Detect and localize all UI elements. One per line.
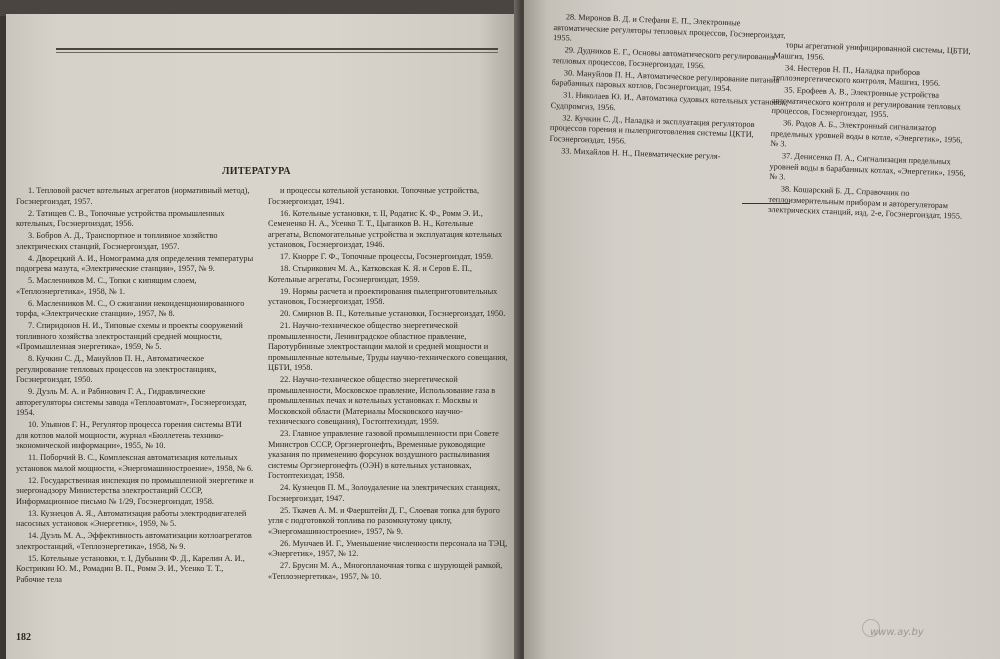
end-separator bbox=[742, 203, 790, 204]
reference-entry: 37. Денисенко П. А., Сигнализация предельных уровней воды в барабанных котлах, «Энергетик», 1956, № 3. bbox=[769, 151, 966, 182]
reference-entry: 7. Спиридонов Н. И., Типовые схемы и проекты сооружений топливного хозяйства электростанций средней мощности, «Промышленная энергетика», 1959, № 5. bbox=[16, 321, 243, 351]
reference-entry: 31. Николаев Ю. И., Автоматика судовых котельных установок, Судпромгиз, 1956. bbox=[550, 90, 788, 112]
reference-entry: 13. Кузнецов А. Я., Автоматизация работы электродвигателей насосных установок «Энергетик», 1959, № 5. bbox=[16, 508, 247, 528]
reference-entry: 4. Дворецкий А. И., Номограмма для определения температуры подогрева мазута, «Электрические станции», 1957, № 9. bbox=[16, 253, 254, 273]
reference-entry: 1. Тепловой расчет котельных агрегатов (нормативный метод), Госэнергоиздат, 1957. bbox=[16, 186, 250, 206]
page-heading: ЛИТЕРАТУРА bbox=[222, 166, 291, 177]
reference-entry: 14. Дуэль М. А., Эффективность автоматизации котлоагрегатов электростанций, «Теплоэнергетика», 1958, № 9. bbox=[16, 531, 252, 551]
reference-entry: 27. Брусин М. А., Многопланочная топка с шурующей рамкой, «Теплоэнергетика», 1957, № 10. bbox=[268, 561, 503, 581]
reference-entry: 19. Нормы расчета и проектирования пылеприготовительных установок, Госэнергоиздат, 1958. bbox=[268, 286, 498, 306]
references-column-1 bbox=[16, 186, 254, 587]
reference-entry: 24. Кузнецов П. М., Золоудаление на электрических станциях, Госэнергоиздат, 1947. bbox=[268, 483, 501, 503]
reference-entry: 33. Михайлов Н. Н., Пневматические регуля- bbox=[561, 145, 721, 161]
reference-entry: 22. Научно-техническое общество энергетической промышленности, Московское правление, Использование газа в промышленных печах и котельных установках г. Москвы и Московской области (Материалы Московского научно-технического совещания), Гостоптехиздат, 1959. bbox=[268, 375, 496, 426]
reference-entry: 26. Мунчаев И. Г., Уменьшение численности персонала на ТЭЦ, «Энергетик», 1957, № 12. bbox=[268, 538, 508, 558]
references-column-4 bbox=[768, 40, 974, 224]
header-rule-thin bbox=[56, 52, 498, 53]
references-column-3 bbox=[549, 12, 794, 166]
header-rule bbox=[56, 48, 498, 50]
reference-entry: 6. Масленников М. С., О сжигании неконденционированного торфа, «Электрические станции», 1957, № 8. bbox=[16, 298, 245, 318]
reference-entry: 21. Научно-техническое общество энергетической промышленности, Ленинградское областное правление, Паротурбинные электростанции малой и средней мощности и промышленные котельные, Труды научно-технического совещания, ЦБТИ, 1958. bbox=[268, 321, 508, 372]
left-page bbox=[6, 14, 520, 659]
reference-entry: 28. Миронов В. Д. и Стефани Е. П., Электронные автоматические регуляторы тепловых процессов, Госэнергоиздат, 1955. bbox=[552, 12, 786, 43]
reference-entry: 2. Татищев С. В., Топочные устройства промышленных котельных, Госэнергоиздат, 1956. bbox=[16, 208, 225, 228]
reference-entry: 16. Котельные установки, т. II, Родатис К. Ф., Ромм Э. И., Семененко Н. А., Усенко Т. Т., Цыганков В. Н., Котельные агрегаты, Вспомогательные устройства и эксплуатация котельных установок, Госэнергоиздат, 1946. bbox=[268, 208, 503, 249]
reference-entry: 10. Ульянов Г. Н., Регулятор процесса горения системы ВТИ для котлов малой мощности, журнал «Бюллетень технико-экономической информации», 1955, № 10. bbox=[16, 420, 242, 450]
reference-entry: 8. Кучкин С. Д., Мануйлов П. Н., Автоматическое регулирование тепловых процессов на электростанциях, Госэнергоиздат, 1950. bbox=[16, 354, 217, 384]
reference-entry: 36. Родов А. Б., Электронный сигнализатор предельных уровней воды в котле, «Энергетик», 1956, № 3. bbox=[770, 118, 963, 149]
reference-entry: 3. Бобров А. Д., Транспортное и топливное хозяйство электрических станций, Госэнергоиздат, 1957. bbox=[16, 231, 218, 251]
reference-entry: 35. Ерофеев А. В., Электронные устройства автоматического контроля и регулирования тепловых процессов, Госэнергоиздат, 1955. bbox=[771, 85, 961, 120]
reference-entry: 25. Ткачев А. М. и Фаерштейн Д. Г., Слоевая топка для бурого угля с подготовкой топлива по разомкнутому циклу, «Энергомашиностроение», 1957, № 9. bbox=[268, 505, 500, 536]
reference-entry: 9. Дуэль М. А. и Рабинович Г. А., Гидравлические авторегуляторы системы завода «Теплоавтомат», Госэнергоиздат, 1954. bbox=[16, 387, 247, 417]
reference-entry: 34. Нестеров Н. П., Наладка приборов теплоэнергетического контроля, Машгиз, 1956. bbox=[772, 62, 941, 88]
reference-entry: торы агрегатной унифицированной системы, ЦБТИ, Машгиз, 1956. bbox=[773, 40, 971, 62]
reference-entry: 5. Масленников М. С., Топки с кипящим слоем, «Теплоэнергетика», 1958, № 1. bbox=[16, 276, 197, 296]
reference-entry: 20. Смирнов В. П., Котельные установки, Госэнергоиздат, 1950. bbox=[280, 309, 506, 318]
reference-entry: и процессы котельной установки. Топочные устройства, Госэнергоиздат, 1941. bbox=[268, 186, 480, 206]
right-page bbox=[524, 0, 1000, 659]
reference-entry: 38. Кошарский Б. Д., Справочник по теплоизмерительным приборам и авторегуляторам электрических станций, изд. 2-е, Госэнергоиздат, 1955. bbox=[767, 184, 963, 221]
reference-entry: 11. Поборчий В. С., Комплексная автоматизация котельных установок малой мощности, «Энергомашиностроение», 1958, № 6. bbox=[16, 453, 254, 473]
reference-entry: 15. Котельные установки, т. I, Дубынин Ф. Д., Карелин А. И., Кострикин Ю. М., Ромадин В. П., Ромм Э. И., Усенко Т. Т., Рабочие тела bbox=[16, 553, 245, 584]
watermark: www.ay.by bbox=[870, 627, 924, 638]
reference-entry: 29. Дудников Е. Г., Основы автоматического регулирования тепловых процессов, Госэнергоиздат, 1956. bbox=[552, 45, 776, 70]
references-column-2 bbox=[268, 186, 508, 584]
reference-entry: 17. Кнорре Г. Ф., Топочные процессы, Госэнергоиздат, 1959. bbox=[280, 252, 493, 261]
reference-entry: 12. Государственная инспекция по промышленной энергетике и энергонадзору Министерства электростанций СССР, Информационное письмо № 1/29, Госэнергоиздат, 1958. bbox=[16, 475, 254, 506]
reference-entry: 30. Мануйлов П. Н., Автоматическое регулирование питания барабанных паровых котлов, Госэнергоиздат, 1954. bbox=[551, 67, 780, 94]
page-number: 182 bbox=[16, 632, 31, 643]
reference-entry: 23. Главное управление газовой промышленности при Совете Министров СССР, Оргэнергонефть, Временные руководящие указания по применению форсунок воздушного распыливания системы Оргэнергонефть (ОЭН) в котельных установках, Гостоптехиздат, 1958. bbox=[268, 429, 499, 480]
reference-entry: 32. Кучкин С. Д., Наладка и эксплуатация регуляторов процессов горения и пылеприготовления системы ЦКТИ, Госэнергоиздат, 1956. bbox=[549, 112, 755, 146]
reference-entry: 18. Стырикович М. А., Катковская К. Я. и Серов Е. П., Котельные агрегаты, Госэнергоиздат, 1959. bbox=[268, 264, 472, 284]
